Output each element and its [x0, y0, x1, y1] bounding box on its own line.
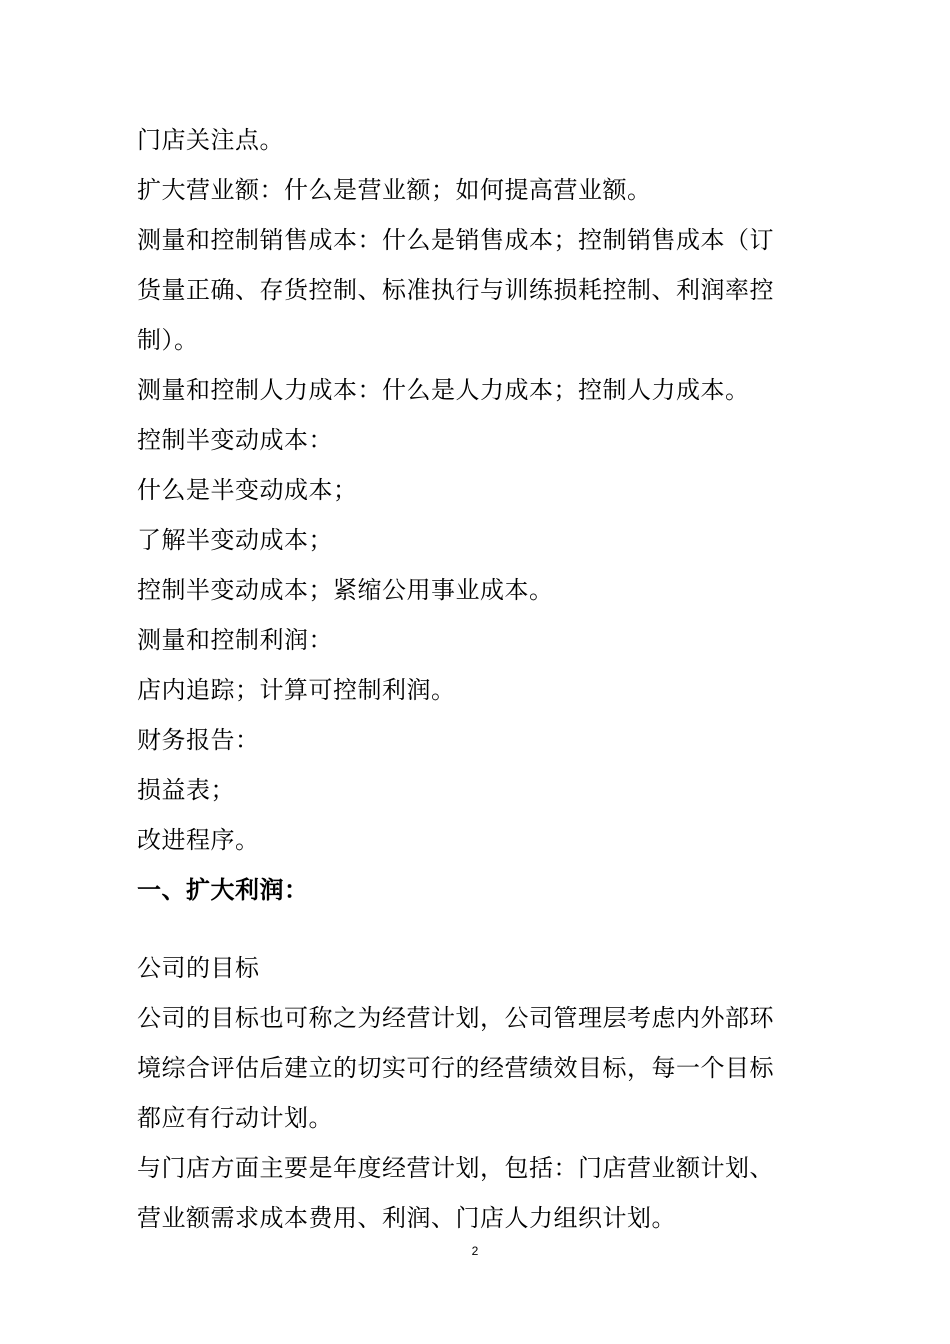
- text-line: 什么是半变动成本；: [137, 476, 358, 504]
- section-subheading: 公司的目标: [137, 954, 260, 982]
- section-heading: 一、扩大利润：: [137, 876, 309, 904]
- paragraph-line: 境综合评估后建立的切实可行的经营绩效目标，每一个目标: [137, 1054, 774, 1082]
- text-line: 测量和控制销售成本：什么是销售成本；控制销售成本（订: [137, 226, 774, 254]
- text-line: 扩大营业额：什么是营业额；如何提高营业额。: [137, 176, 652, 204]
- paragraph-1: [137, 993, 817, 1143]
- text-line: 店内追踪；计算可控制利润。: [137, 676, 456, 704]
- text-line: 门店关注点。: [137, 126, 284, 154]
- text-line: 损益表；: [137, 776, 235, 804]
- text-line: 了解半变动成本；: [137, 526, 333, 554]
- text-line: 改进程序。: [137, 826, 260, 854]
- page-number: 2: [471, 1244, 479, 1258]
- text-line: 制）。: [137, 326, 199, 354]
- paragraph-line: 公司的目标也可称之为经营计划，公司管理层考虑内外部环: [137, 1004, 774, 1032]
- text-line: 测量和控制人力成本：什么是人力成本；控制人力成本。: [137, 376, 750, 404]
- paragraph-2: [137, 1143, 817, 1243]
- text-line: 控制半变动成本；紧缩公用事业成本。: [137, 576, 554, 604]
- paragraph-line: 都应有行动计划。: [137, 1104, 333, 1132]
- paragraph-line: 与门店方面主要是年度经营计划，包括：门店营业额计划、: [137, 1154, 774, 1182]
- text-line: 财务报告：: [137, 726, 260, 754]
- text-line: 货量正确、存货控制、标准执行与训练损耗控制、利润率控: [137, 276, 774, 304]
- page-content: [137, 115, 817, 1243]
- text-line: 控制半变动成本：: [137, 426, 333, 454]
- text-line: 测量和控制利润：: [137, 626, 333, 654]
- paragraph-line: 营业额需求成本费用、利润、门店人力组织计划。: [137, 1204, 676, 1232]
